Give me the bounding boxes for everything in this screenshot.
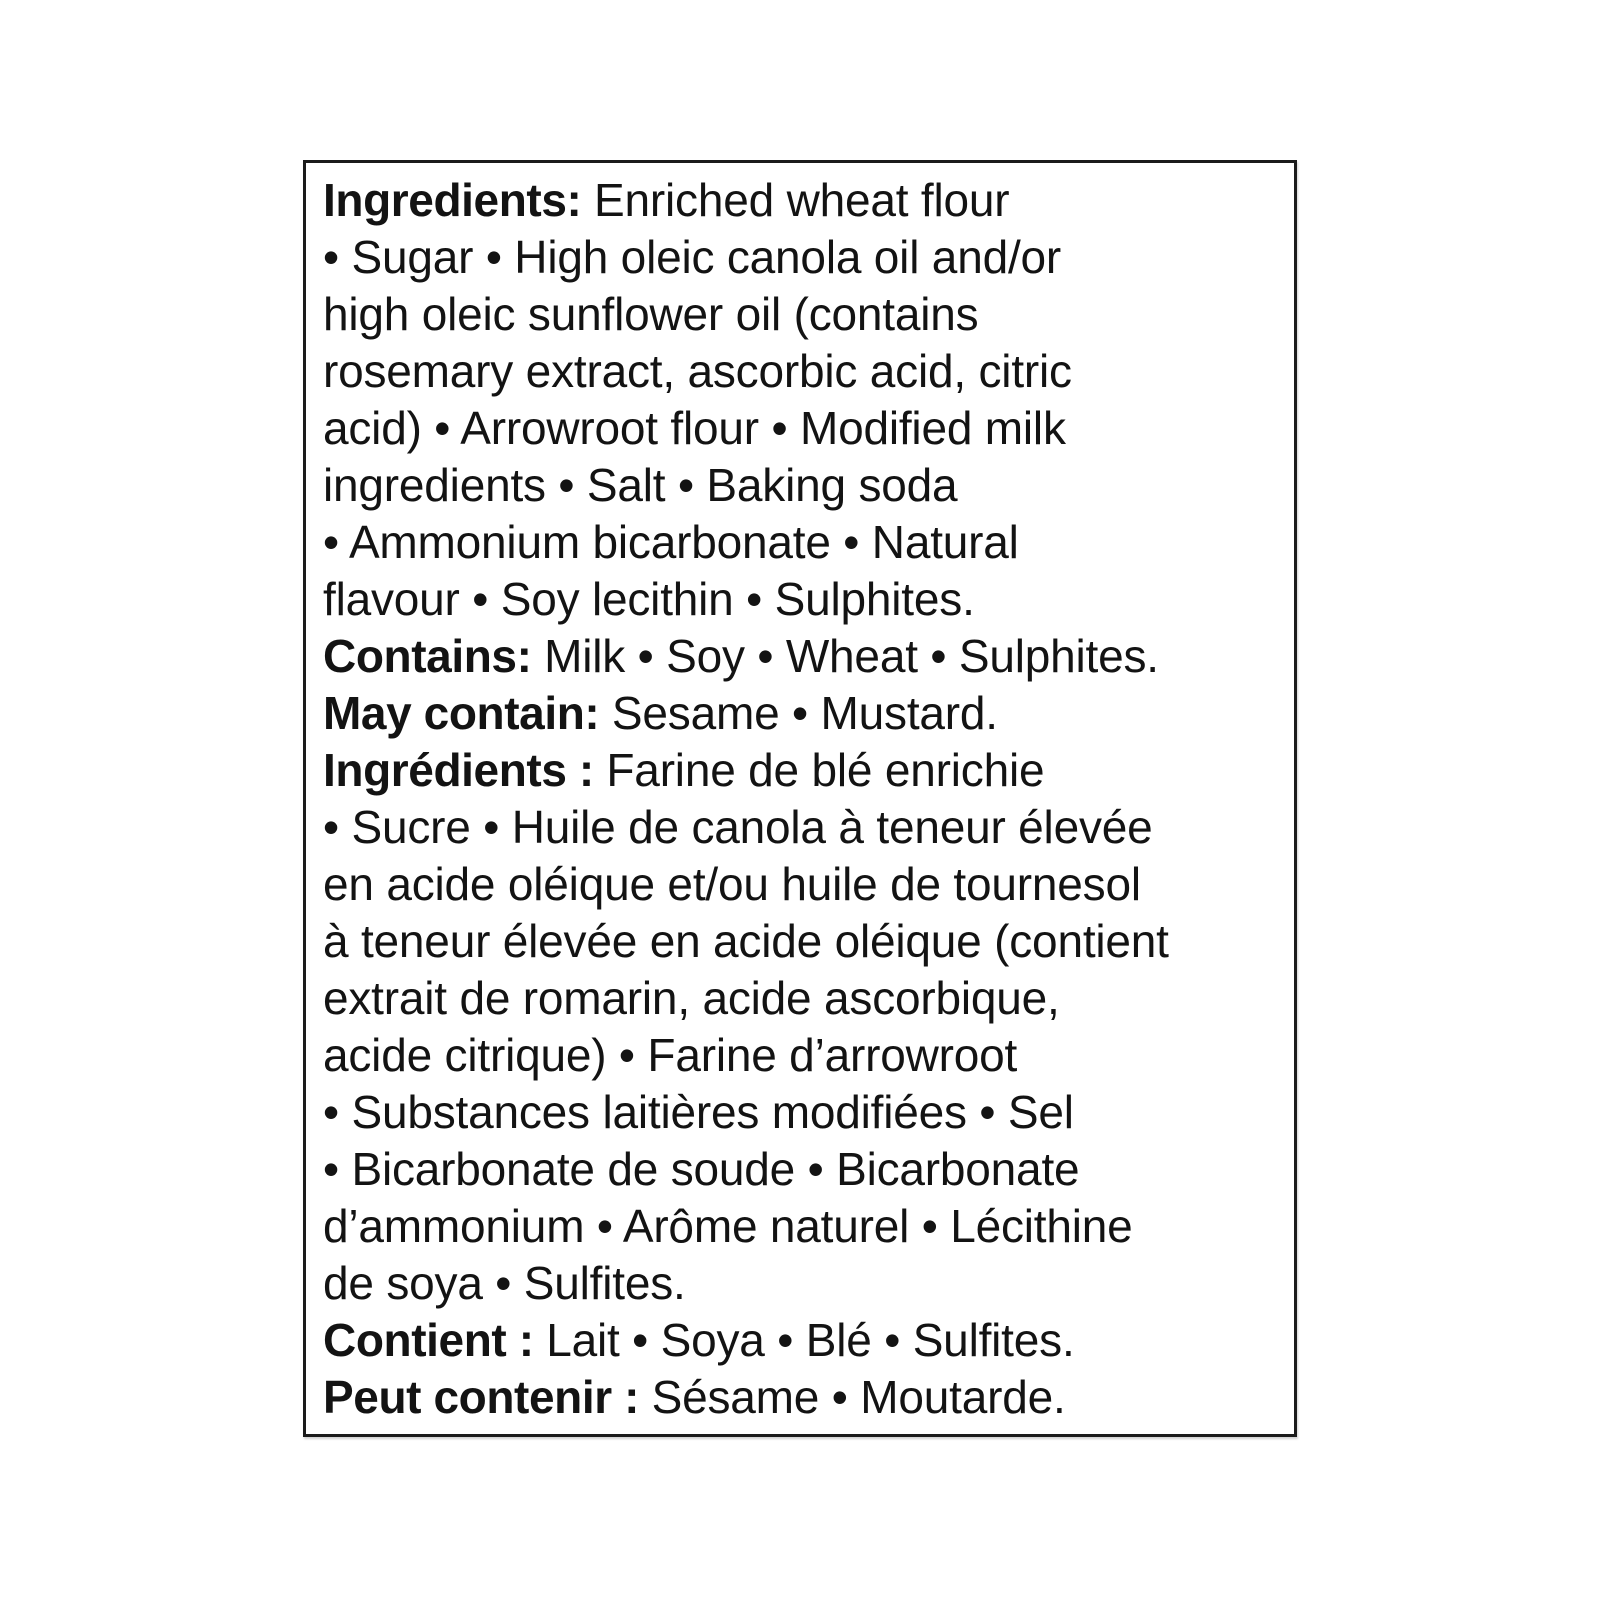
ingredient-line: [323, 343, 1284, 400]
ingredient-line-text: • Substances laitières modifiées • Sel: [323, 1086, 1074, 1138]
ingredient-line: [323, 970, 1284, 1027]
ingredient-line: [323, 1312, 1284, 1369]
ingredient-line: [323, 514, 1284, 571]
section-heading: Contient :: [323, 1314, 534, 1366]
ingredient-line-text: flavour • Soy lecithin • Sulphites.: [323, 573, 975, 625]
ingredient-line: [323, 571, 1284, 628]
ingredient-line: [323, 1084, 1284, 1141]
ingredient-line-text: • Sugar • High oleic canola oil and/or: [323, 231, 1062, 283]
ingredient-line-text: Milk • Soy • Wheat • Sulphites.: [531, 630, 1159, 682]
ingredient-line: [323, 286, 1284, 343]
ingredient-line: [323, 628, 1284, 685]
ingredient-line: [323, 1255, 1284, 1312]
ingredients-label-panel: [303, 160, 1297, 1437]
ingredient-line-text: • Sucre • Huile de canola à teneur élevée: [323, 801, 1153, 853]
ingredient-line: [323, 856, 1284, 913]
ingredient-line-text: • Bicarbonate de soude • Bicarbonate: [323, 1143, 1080, 1195]
ingredient-line-text: ingredients • Salt • Baking soda: [323, 459, 958, 511]
ingredient-line-text: de soya • Sulfites.: [323, 1257, 686, 1309]
ingredient-line-text: extrait de romarin, acide ascorbique,: [323, 972, 1060, 1024]
ingredient-line-text: Sesame • Mustard.: [599, 687, 998, 739]
ingredient-line-text: Farine de blé enrichie: [593, 744, 1045, 796]
ingredient-line-text: Enriched wheat flour: [581, 174, 1010, 226]
ingredient-line-text: acide citrique) • Farine d’arrowroot: [323, 1029, 1018, 1081]
section-heading: May contain:: [323, 687, 600, 739]
ingredient-line: [323, 457, 1284, 514]
section-heading: Ingrédients :: [323, 744, 594, 796]
ingredient-line-text: rosemary extract, ascorbic acid, citric: [323, 345, 1072, 397]
ingredient-line-text: high oleic sunflower oil (contains: [323, 288, 979, 340]
ingredient-line: [323, 799, 1284, 856]
ingredient-line-text: Sésame • Moutarde.: [639, 1371, 1066, 1423]
ingredient-line: [323, 1027, 1284, 1084]
ingredient-line-text: à teneur élevée en acide oléique (contient: [323, 915, 1169, 967]
ingredient-line: [323, 172, 1284, 229]
ingredient-line-text: Lait • Soya • Blé • Sulfites.: [533, 1314, 1075, 1366]
ingredient-line-text: d’ammonium • Arôme naturel • Lécithine: [323, 1200, 1133, 1252]
ingredient-line: [323, 400, 1284, 457]
ingredient-line: [323, 229, 1284, 286]
ingredient-line: [323, 742, 1284, 799]
ingredient-line: [323, 1198, 1284, 1255]
section-heading: Peut contenir :: [323, 1371, 640, 1423]
ingredient-line: [323, 1369, 1284, 1426]
ingredient-line: [323, 1141, 1284, 1198]
ingredient-line: [323, 685, 1284, 742]
section-heading: Ingredients:: [323, 174, 582, 226]
ingredient-line: [323, 913, 1284, 970]
section-heading: Contains:: [323, 630, 532, 682]
ingredient-line-text: en acide oléique et/ou huile de tournesol: [323, 858, 1141, 910]
ingredient-line-text: • Ammonium bicarbonate • Natural: [323, 516, 1019, 568]
ingredient-line-text: acid) • Arrowroot flour • Modified milk: [323, 402, 1066, 454]
